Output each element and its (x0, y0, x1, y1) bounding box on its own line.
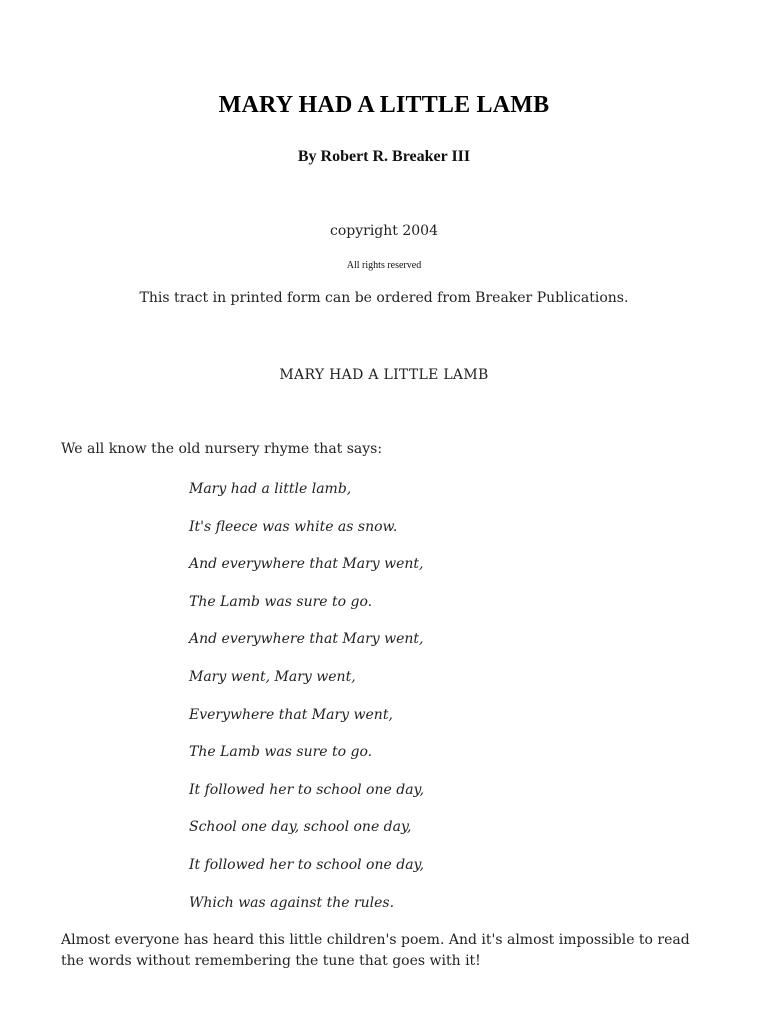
poem-line: School one day, school one day, (189, 819, 412, 836)
closing-paragraph: Almost everyone has heard this little children's poem. And it's almost impossible to read the words without remembering the tune that goes with it! (61, 932, 690, 969)
poem-line: And everywhere that Mary went, (189, 631, 424, 648)
intro-paragraph: We all know the old nursery rhyme that says: (61, 441, 383, 457)
poem-line: Which was against the rules. (189, 894, 395, 911)
poem-line: It's fleece was white as snow. (189, 518, 398, 535)
poem-line: Everywhere that Mary went, (189, 706, 393, 723)
poem-line: It followed her to school one day, (189, 856, 425, 873)
copyright-line: copyright 2004 (330, 223, 438, 239)
poem-line: It followed her to school one day, (189, 781, 425, 798)
poem-block (189, 479, 424, 930)
section-heading: MARY HAD A LITTLE LAMB (279, 367, 489, 383)
poem-line: Mary went, Mary went, (189, 668, 356, 685)
tract-note: This tract in printed form can be ordered from Breaker Publications. (139, 290, 629, 306)
rights-notice: All rights reserved (346, 260, 422, 271)
poem-line: Mary had a little lamb, (189, 481, 352, 497)
poem-line: The Lamb was sure to go. (189, 593, 373, 610)
document-title: MARY HAD A LITTLE LAMB (218, 92, 550, 118)
poem-line: The Lamb was sure to go. (189, 744, 373, 761)
poem-line: And everywhere that Mary went, (189, 556, 424, 573)
author-line: By Robert R. Breaker III (297, 148, 471, 165)
